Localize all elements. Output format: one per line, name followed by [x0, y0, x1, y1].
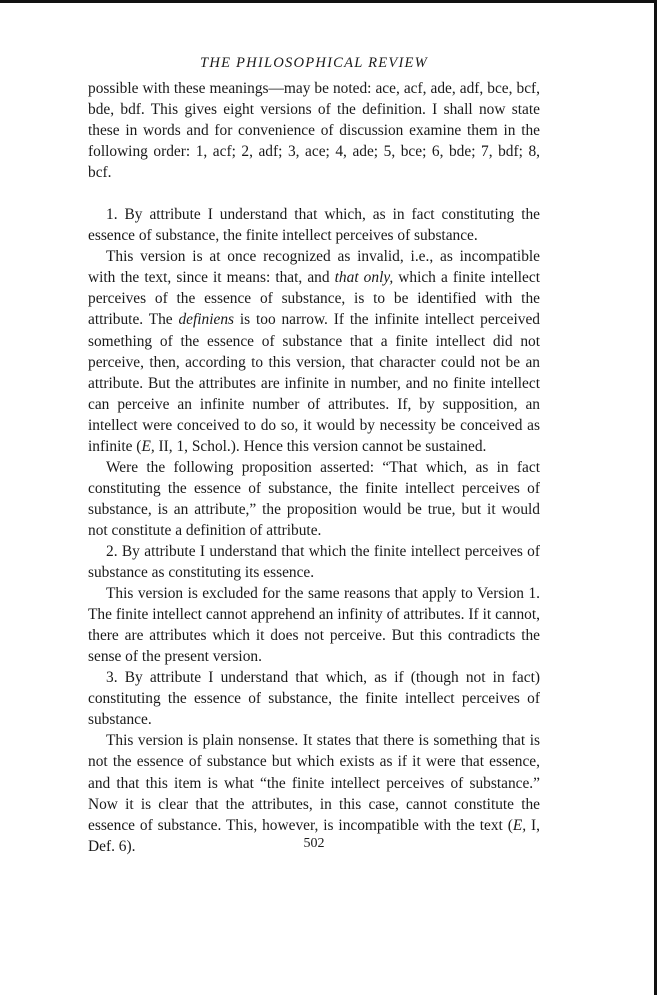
emphasis-that-only: that only, — [334, 269, 394, 287]
version-2-definition: 2. By attribute I understand that which the finite intellect perceives of substance as constituting its essence. — [88, 542, 540, 582]
version-2-discussion: This version is excluded for the same reasons that apply to Version 1. The finite intellect cannot apprehend an infinity of attributes. If it cannot, there are attributes which it does not perceive. But this contradicts the sense of the present version. — [88, 585, 540, 666]
running-head: THE PHILOSOPHICAL REVIEW — [200, 55, 428, 71]
emphasis-definiens: definiens — [178, 311, 235, 329]
version-1-proposition: Were the following proposition asserted: “That which, as in fact constituting the essence of substance, the finite intellect perceives of substance, is an attribute,” the proposition would be true, but it would not constitute a definition of attribute. — [88, 458, 540, 539]
text-run: is too narrow. If the infinite intellect perceived something of the essence of substance that a finite intellect did not perceive, then, according to this version, that character could not be an attribute. But the attributes are infinite in number, and no finite intellect can perceive an infinite number of attributes. If, by supposition, an intellect were conceived to do so, it would by necessity be conceived as infinite ( — [88, 311, 540, 455]
text-run: which a finite intellect perceives of the essence of substance, is to be identified with the attribute. The — [88, 269, 540, 329]
text-run: I, Def. 6). — [88, 816, 540, 855]
text-run: II, 1, Schol.). Hence this version cannot be sustained. — [154, 437, 487, 455]
emphasis-ethics-ref: E, — [512, 816, 527, 834]
paragraph-continuation: possible with these meanings—may be noted: ace, acf, ade, adf, bce, bcf, bde, bdf. This gives eight versions of the definition. I shall now state these in words and for convenience of discussion examine them in the following order: 1, acf; 2, adf; 3, ace; 4, ade; 5, bce; 6, bde; 7, bdf; 8, bcf. — [88, 80, 540, 182]
text-run: This version is plain nonsense. It states that there is something that is not the essence of substance but which exists as if it were that essence, and that this item is what “the finite intellect perceives of substance.” Now it is clear that the attributes, in this case, cannot constitute the essence of substance. This, however, is incompatible with the text ( — [88, 732, 540, 834]
version-1-definition: 1. By attribute I understand that which, as in fact constituting the essence of substance, the finite intellect perceives of substance. — [88, 206, 540, 245]
page-frame-top — [0, 0, 657, 3]
body-text — [88, 78, 540, 857]
version-3-definition: 3. By attribute I understand that which, as if (though not in fact) constituting the essence of substance, the finite intellect perceives of substance. — [88, 669, 540, 729]
page-number: 502 — [303, 836, 325, 851]
text-run: This version is at once recognized as invalid, i.e., as incompatible with the text, since it means: that, and — [88, 248, 540, 287]
emphasis-ethics-ref: E, — [141, 437, 155, 455]
version-1-discussion — [88, 246, 540, 456]
